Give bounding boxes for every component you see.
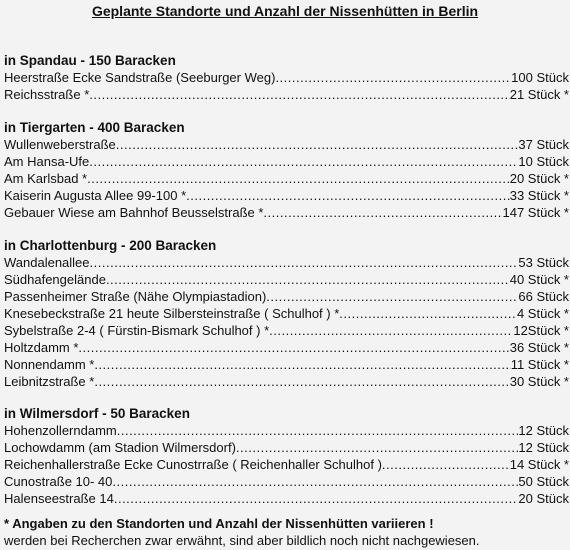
hut-count: 36 Stück * — [509, 340, 569, 355]
location-name: Kaiserin Augusta Allee 99-100 * — [4, 188, 187, 203]
location-name: Sybelstraße 2-4 ( Fürstin-Bismark Schulhof ) * — [4, 323, 270, 338]
list-item — [4, 271, 569, 288]
section-heading: in Tiergarten - 400 Baracken — [4, 120, 185, 135]
hut-count: 11 Stück * — [510, 357, 569, 372]
dot-leader — [94, 373, 509, 390]
location-name: Gebauer Wiese am Bahnhof Beusselstraße * — [4, 205, 264, 220]
dot-leader — [78, 339, 509, 356]
list-item — [4, 136, 569, 153]
dot-leader — [382, 456, 510, 473]
hut-count: 10 Stück — [518, 154, 569, 169]
list-item — [4, 69, 569, 86]
dot-leader — [269, 322, 513, 339]
list-item — [4, 322, 569, 339]
location-name: Lochowdamm (am Stadion Wilmersdorf) — [4, 440, 236, 455]
hut-count: 20 Stück — [518, 491, 569, 506]
hut-count: 100 Stück — [511, 70, 569, 85]
location-name: Am Karlsbad * — [4, 171, 88, 186]
location-name: Reichenhallerstraße Ecke Cunostrraße ( Reichenhaller Schulhof ) — [4, 457, 382, 472]
hut-count: 50 Stück — [518, 474, 569, 489]
location-name: Passenheimer Straße (Nähe Olympiastadion) — [4, 289, 267, 304]
dot-leader — [90, 254, 519, 271]
dot-leader — [186, 187, 510, 204]
hut-count: 12 Stück — [518, 440, 569, 455]
list-item — [4, 339, 569, 356]
hut-count: 53 Stück — [518, 255, 569, 270]
location-name: Nonnendamm * — [4, 357, 95, 372]
location-name: Leibnitzstraße * — [4, 374, 95, 389]
dot-leader — [106, 271, 510, 288]
dot-leader — [89, 86, 509, 103]
hut-count: 4 Stück * — [516, 306, 569, 321]
dot-leader — [117, 422, 519, 439]
dot-leader — [236, 439, 519, 456]
hut-count: 30 Stück * — [509, 374, 569, 389]
hut-count: 12 Stück — [518, 423, 569, 438]
location-name: Halenseestraße 14 — [4, 491, 114, 506]
dot-leader — [266, 288, 518, 305]
list-item — [4, 86, 569, 103]
list-item — [4, 473, 569, 490]
location-name: Hohenzollerndamm — [4, 423, 117, 438]
hut-count: 147 Stück * — [502, 205, 569, 220]
location-name: Cunostraße 10- 40 — [4, 474, 113, 489]
footnote-text: werden bei Recherchen zwar erwähnt, sind aber bildlich noch nicht nachgewiesen. — [4, 533, 480, 548]
section-heading: in Charlottenburg - 200 Baracken — [4, 238, 217, 253]
location-name: Holtzdamm * — [4, 340, 79, 355]
list-item — [4, 456, 569, 473]
list-item — [4, 490, 569, 507]
section-heading: in Wilmersdorf - 50 Baracken — [4, 406, 190, 421]
list-item — [4, 422, 569, 439]
dot-leader — [339, 305, 517, 322]
section-heading: in Spandau - 150 Baracken — [4, 53, 176, 68]
list-item — [4, 170, 569, 187]
list-item — [4, 254, 569, 271]
dot-leader — [263, 204, 502, 221]
dot-leader — [116, 136, 519, 153]
dot-leader — [87, 170, 510, 187]
dot-leader — [114, 490, 519, 507]
location-name: Südhafengelände — [4, 272, 106, 287]
location-name: Wullenweberstraße — [4, 137, 116, 152]
dot-leader — [89, 153, 518, 170]
hut-count: 21 Stück * — [509, 87, 569, 102]
list-item — [4, 153, 569, 170]
dot-leader — [275, 69, 511, 86]
section-charlottenburg — [4, 237, 570, 390]
dot-leader — [112, 473, 518, 490]
list-item — [4, 187, 569, 204]
list-item — [4, 305, 569, 322]
hut-count: 40 Stück * — [509, 272, 569, 287]
footnote-note: * Angaben zu den Standorten und Anzahl der Nissenhütten variieren ! — [4, 516, 434, 531]
hut-count: 33 Stück * — [509, 188, 569, 203]
location-name: Wandalenallee — [4, 255, 90, 270]
list-item — [4, 288, 569, 305]
hut-count: 37 Stück — [518, 137, 569, 152]
location-name: Reichsstraße * — [4, 87, 90, 102]
hut-count: 20 Stück * — [509, 171, 569, 186]
page-title: Geplante Standorte und Anzahl der Nissenhütten in Berlin — [91, 3, 479, 19]
hut-count: 12Stück * — [513, 323, 569, 338]
list-item — [4, 356, 569, 373]
list-item — [4, 373, 569, 390]
section-wilmersdorf — [4, 405, 570, 507]
section-tiergarten — [4, 119, 570, 221]
hut-count: 66 Stück — [518, 289, 569, 304]
list-item — [4, 439, 569, 456]
location-name: Am Hansa-Ufe — [4, 154, 90, 169]
list-item — [4, 204, 569, 221]
location-name: Heerstraße Ecke Sandstraße (Seeburger Weg) — [4, 70, 276, 85]
location-name: Knesebeckstraße 21 heute Silbersteinstraße ( Schulhof ) * — [4, 306, 340, 321]
section-spandau — [4, 52, 570, 103]
hut-count: 14 Stück * — [509, 457, 569, 472]
dot-leader — [94, 356, 510, 373]
